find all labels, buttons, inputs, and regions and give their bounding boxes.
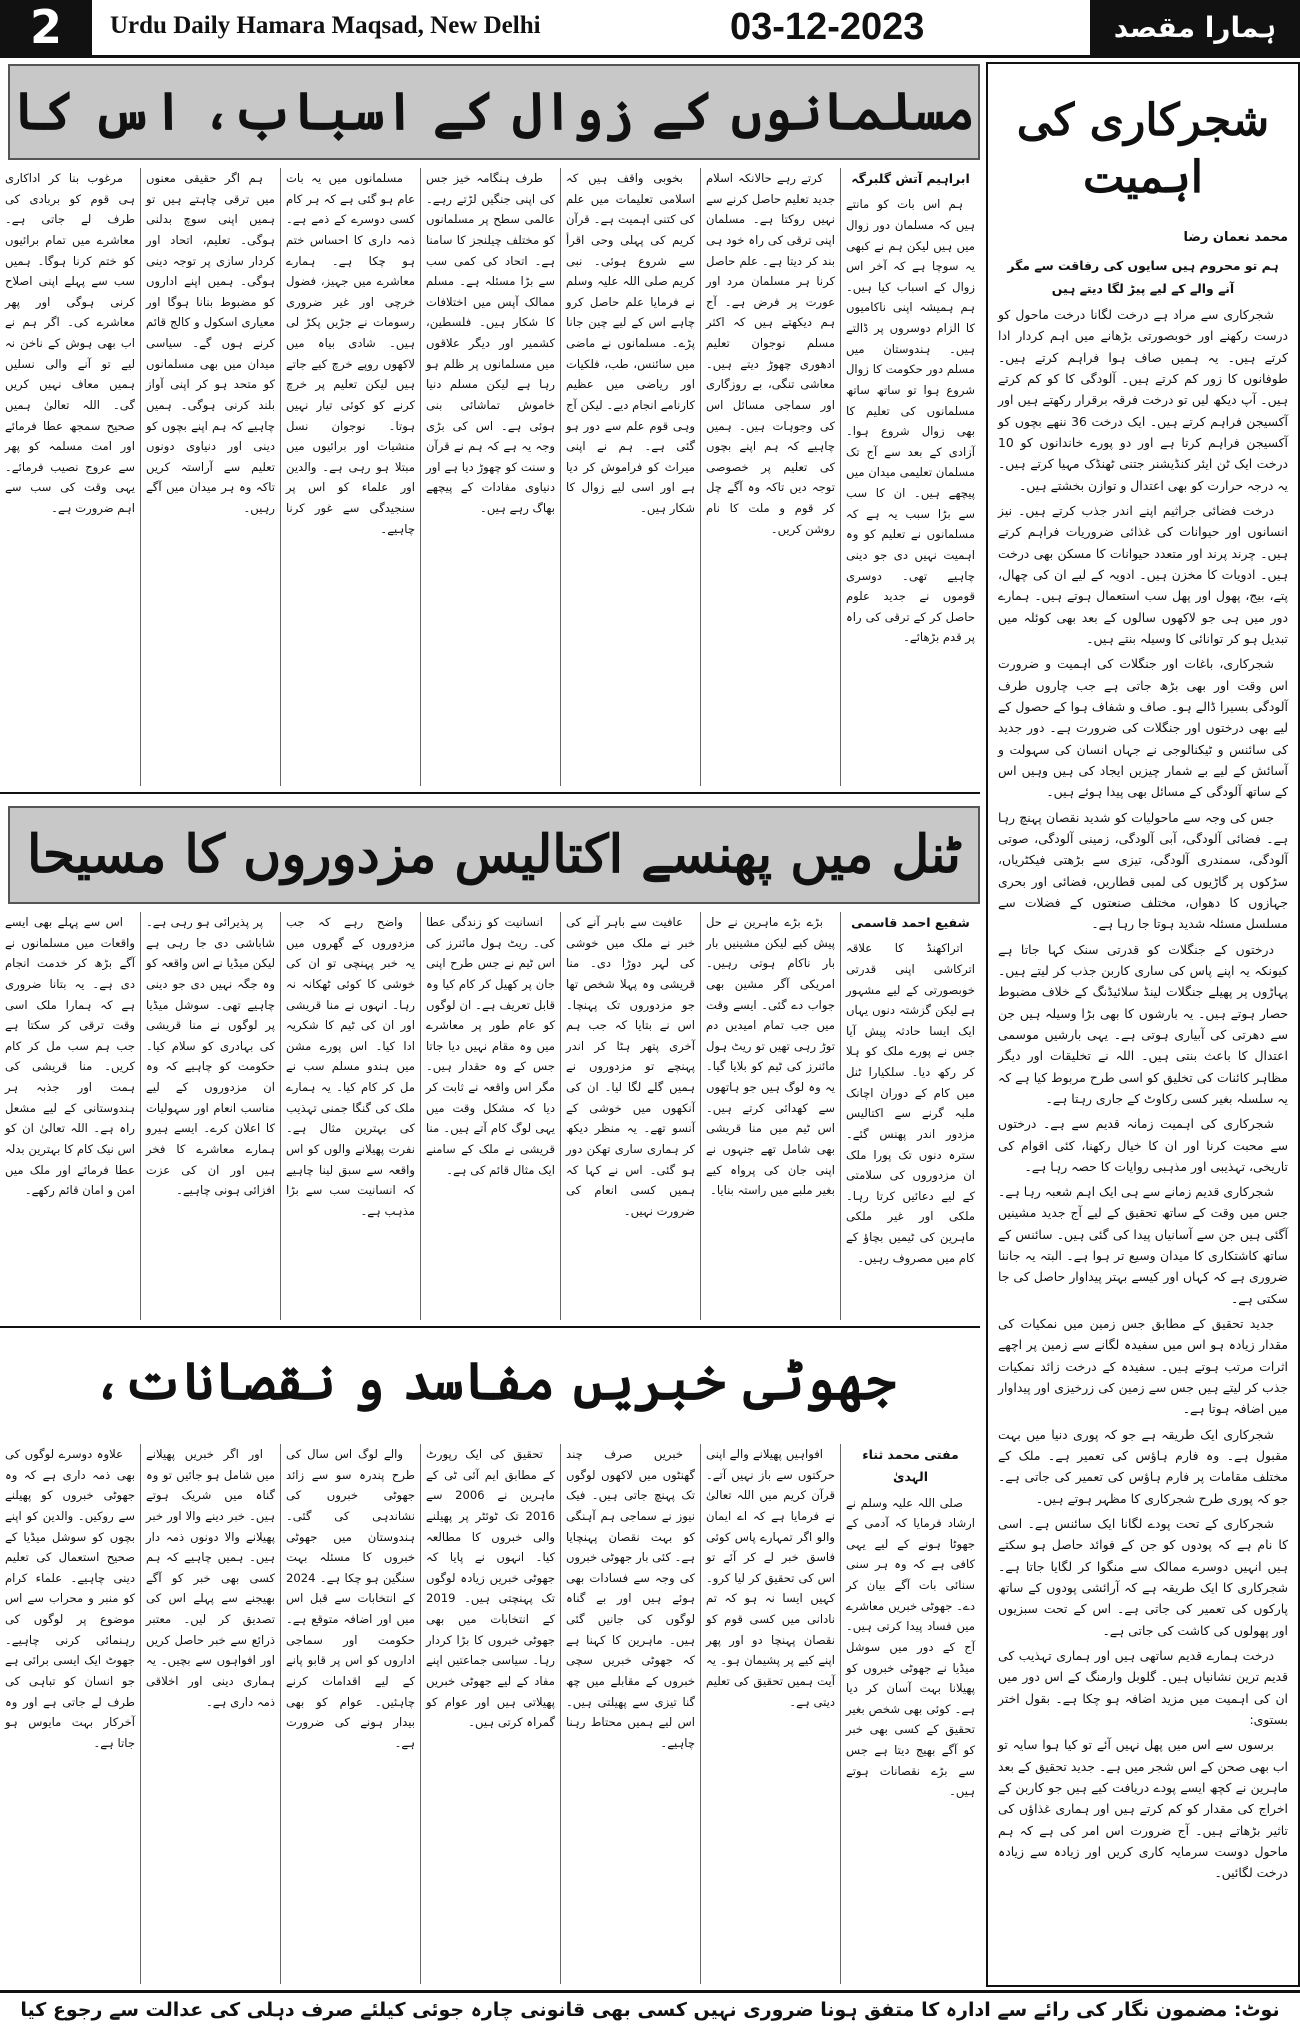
paragraph: شجرکاری قدیم زمانے سے ہی ایک اہم شعبہ رہا ہے۔ جس میں وقت کے ساتھ تحقیق کے لیے آج جدید مشینیں آگئی ہیں جن سے آسانیاں پیدا کی گئی ہیں۔ سائنس کے ساتھ کاشتکاری کا میدان وسیع تر ہوا ہے۔ البتہ یہ جاننا ضروری ہے کہ کہاں اور کیسے بہتر پیداوار حاصل کی جا سکتی ہے۔ (998, 1184, 1288, 1306)
article-column (140, 168, 280, 786)
article-column (840, 912, 980, 1320)
paragraph: برسوں سے اس میں پھل نہیں آئے تو کیا ہوا سایہ تو اب بھی صحن کے اس شجر میں ہے۔ جدید تحقیق کے بعد ماہرین نے کچھ ایسے پودے دریافت کیے ہیں جو کاربن کے اخراج کی مقدار کو کم کرتے ہیں اور ہماری غذاؤں کی تاثیر بڑھاتے ہیں۔ آج ضرورت اس امر کی ہے کہ ہم ماحول دوست سرمایہ کاری کریں اور زیادہ سے زیادہ درخت لگائیں۔ (998, 1737, 1288, 1881)
article-column (700, 912, 840, 1320)
issue-date: 03-12-2023 (730, 6, 925, 48)
column-text: اتراکھنڈ کا علاقہ اترکاشی اپنی قدرتی خوبصورتی کے لیے مشہور ہے لیکن گزشتہ دنوں یہاں ایک ایسا حادثہ پیش آیا جس نے پورے ملک کو ہلا کر رکھ دیا۔ سلکیارا ٹنل میں کام کے دوران اچانک ملبہ گرنے سے اکتالیس مزدور اندر پھنس گئے۔ سترہ دنوں تک پورا ملک ان مزدوروں کی سلامتی کے لیے دعائیں کرتا رہا۔ ملکی اور غیر ملکی ماہرین کی ٹیمیں بچاؤ کے کام میں مصروف رہیں۔ (846, 941, 975, 1265)
article-column (0, 1444, 140, 1984)
article-1-columns (0, 168, 980, 786)
article-column (700, 1444, 840, 1984)
column-text: پر پذیرائی ہو رہی ہے۔ شاباشی دی جا رہی ہے لیکن میڈیا نے اس واقعہ کو وہ جگہ نہیں دی جو دینی چاہیے تھی۔ سوشل میڈیا پر لوگوں نے منا قریشی کی بہادری کو سلام کیا۔ حکومت کو چاہیے کہ وہ ان مزدوروں کے لیے مناسب انعام اور سہولیات کا اعلان کرے۔ ایسے ہیرو ہمارے معاشرے کا فخر ہیں اور ان کی عزت افزائی ہونی چاہیے۔ (146, 915, 275, 1198)
poem-line: ہم تو محروم ہیں سایوں کی رفاقت سے مگر (1007, 258, 1279, 274)
article-column (140, 912, 280, 1320)
article-column (280, 168, 420, 786)
article-2-headline: ٹنل میں پھنسے اکتالیس مزدوروں کا مسیحا (8, 806, 980, 904)
article-1-headline: مسلمانوں کے زوال کے اسباب، اس کا (8, 64, 980, 160)
column-text: اس سے پہلے بھی ایسے واقعات میں مسلمانوں نے آگے بڑھ کر خدمت انجام دی ہے۔ یہ بتانا ضروری ہے کہ ہمارا ملک اسی وقت ترقی کر سکتا ہے جب ہم سب مل کر کام کریں۔ منا قریشی کی ہمت اور جذبہ ہر ہندوستانی کے لیے مشعل راہ ہے۔ اللہ تعالیٰ ان کو اس نیک کام کا بہترین بدلہ عطا فرمائے اور ملک میں امن و امان قائم رکھے۔ (5, 915, 135, 1198)
column-text: خبریں صرف چند گھنٹوں میں لاکھوں لوگوں تک پہنچ جاتی ہیں۔ فیک نیوز نے سماجی ہم آہنگی کو بہت نقصان پہنچایا ہے۔ کئی بار جھوٹی خبروں کی وجہ سے فسادات بھی ہوئے ہیں اور بے گناہ لوگوں کی جانیں گئی ہیں۔ ماہرین کا کہنا ہے کہ جھوٹی خبریں سچی خبروں کے مقابلے میں چھ گنا تیزی سے پھیلتی ہیں۔ اس لیے ہمیں محتاط رہنا چاہیے۔ (566, 1447, 695, 1750)
paragraph: درخت ہمارے قدیم ساتھی ہیں اور ہماری تہذیب کی قدیم ترین نشانیاں ہیں۔ گلوبل وارمنگ کے اس دور میں ان کی اہمیت میں مزید اضافہ ہو چکا ہے۔ بقول اختر بستوی: (998, 1648, 1288, 1728)
article-column (420, 1444, 560, 1984)
logo-text: ہمارا مقصد (1113, 11, 1277, 44)
sidebar-poem (988, 251, 1298, 304)
footer-disclaimer: نوٹ: مضمون نگار کی رائے سے ادارہ کا متفق ہونا ضروری نہیں کسی بھی قانونی چارہ جوئی کیلئے صرف دہلی کی عدالت سے رجوع کیا (0, 1990, 1300, 2027)
column-text: طرف ہنگامہ خیز جس کی اپنی جنگیں لڑتے رہے۔ عالمی سطح پر مسلمانوں کو مختلف چیلنجز کا سامنا ہے۔ اتحاد کی کمی سب سے بڑا مسئلہ ہے۔ مسلم ممالک آپس میں اختلافات کا شکار ہیں۔ فلسطین، کشمیر اور دیگر علاقوں میں مسلمانوں پر ظلم ہو رہا ہے لیکن مسلم دنیا خاموش تماشائی بنی ہوئی ہے۔ اس کی بڑی وجہ یہ ہے کہ ہم نے قرآن و سنت کو چھوڑ دیا ہے اور دنیاوی مفادات کے پیچھے بھاگ رہے ہیں۔ (426, 171, 555, 515)
article-column (560, 1444, 700, 1984)
article-column (140, 1444, 280, 1984)
column-text: علاوہ دوسرے لوگوں کی بھی ذمہ داری ہے کہ وہ جھوٹی خبروں کو پھیلنے سے روکیں۔ والدین کو اپنے بچوں کو سوشل میڈیا کے صحیح استعمال کی تعلیم دینی چاہیے۔ علماء کرام کو منبر و محراب سے اس موضوع پر لوگوں کی رہنمائی کرنی چاہیے۔ جھوٹ ایک ایسی برائی ہے جو انسان کو تباہی کی طرف لے جاتی ہے اور وہ آخرکار بہت مایوس ہو جاتا ہے۔ (5, 1447, 135, 1750)
paragraph: شجرکاری سے مراد ہے درخت لگانا درخت ماحول کو درست رکھنے اور خوبصورتی بڑھانے میں اہم کردار ادا کرتے ہیں۔ یہ ہمیں صاف ہوا فراہم کرتے ہیں۔ طوفانوں کا زور کم کرتے ہیں۔ آلودگی کا کو کم کرتے ہیں۔ آپ دیکھ لیں تو درخت فرقہ برقرار رکھتے ہیں اور آکسیجن فراہم کرتے ہیں۔ ایک درخت 36 ننھے بچوں کو آکسیجن فراہم کرتا ہے اور دو پورے خاندانوں کو 10 درخت ایک ٹن ایئر کنڈیشنر جتنی ٹھنڈک مہیا کرتے ہیں۔ یہ درجہ حرارت کو بھی اعتدال و توازن بخشتے ہیں۔ (998, 307, 1288, 493)
paragraph: شجرکاری، باغات اور جنگلات کی اہمیت و ضرورت اس وقت اور بھی بڑھ جاتی ہے جب چاروں طرف آلودگی بسیرا ڈالے ہو۔ صاف و شفاف ہوا کے حصول کے لیے بھی درختوں اور جنگلات کی ضرورت ہے۔ دور جدید کی سائنس و ٹیکنالوجی نے جہاں انسان کی سہولت و آسائش کے لیے بے شمار چیزیں ایجاد کی ہیں وہیں اس کے ساتھ آلودگی کے مسائل بھی پیدا ہوئے ہیں۔ (998, 656, 1288, 800)
column-text: بخوبی واقف ہیں کہ اسلامی تعلیمات میں علم کی کتنی اہمیت ہے۔ قرآن کریم کی پہلی وحی اقرأ سے شروع ہوئی۔ نبی کریم صلی اللہ علیہ وسلم نے فرمایا علم حاصل کرو چاہے اس کے لیے چین جانا پڑے۔ مسلمانوں نے ماضی میں سائنس، طب، فلکیات اور ریاضی میں عظیم کارنامے انجام دیے۔ لیکن آج وہی قوم علم سے دور ہو گئی ہے۔ ہم نے اپنی میراث کو فراموش کر دیا ہے اور اسی لیے زوال کا شکار ہیں۔ (566, 171, 695, 515)
column-text: مسلمانوں میں یہ بات عام ہو گئی ہے کہ ہر کام کسی دوسرے کے ذمے ہے۔ ذمہ داری کا احساس ختم ہو چکا ہے۔ ہمارے معاشرے میں جہیز، فضول خرچی اور غیر ضروری رسومات نے جڑیں پکڑ لی ہیں۔ شادی بیاہ میں لاکھوں روپے خرچ کیے جاتے ہیں لیکن تعلیم پر خرچ کرنے کو کوئی تیار نہیں ہوتا۔ نوجوان نسل منشیات اور برائیوں میں مبتلا ہو رہی ہے۔ والدین اور علماء کو اس پر سنجیدگی سے غور کرنا چاہیے۔ (286, 171, 415, 536)
paragraph: شجرکاری کے تحت پودے لگانا ایک سائنس ہے۔ اسی کا نام ہے کہ پودوں کو جن کے فوائد حاصل ہو سکتے ہیں انہیں دوسرے ممالک سے منگوا کر لگایا جاتا ہے۔ شجرکاری کا ایک طریقہ ہے کہ آرائشی پودوں کے ساتھ پارکوں کی تعمیر کی جاتی ہے۔ اس کے تحت سبزیوں اور پھولوں کی کاشت کی جاتی ہے۔ (998, 1516, 1288, 1638)
article-column (560, 168, 700, 786)
article-column (420, 168, 560, 786)
sidebar-body (988, 304, 1298, 1884)
column-text: اور اگر خبریں پھیلانے میں شامل ہو جائیں تو وہ گناہ میں شریک ہوتے ہیں۔ خبر دینے والا اور خبر پھیلانے والا دونوں ذمہ دار ہیں۔ ہمیں چاہیے کہ ہم کسی بھی خبر کو آگے بھیجنے سے پہلے اس کی تصدیق کر لیں۔ معتبر ذرائع سے خبر حاصل کریں اور افواہوں سے بچیں۔ یہ ہماری دینی اور اخلاقی ذمہ داری ہے۔ (146, 1447, 275, 1709)
column-text: بڑے بڑے ماہرین نے حل پیش کیے لیکن مشینیں بار بار ناکام ہوتی رہیں۔ امریکی آگر مشین بھی جواب دے گئی۔ ایسے وقت میں جب تمام امیدیں دم توڑ رہی تھیں تو ریٹ ہول مائنرز کی ٹیم کو بلایا گیا۔ یہ وہ لوگ ہیں جو ہاتھوں سے کھدائی کرتے ہیں۔ اس ٹیم میں منا قریشی بھی شامل تھے جنہوں نے اپنی جان کی پرواہ کیے بغیر ملبے میں راستہ بنایا۔ (706, 915, 835, 1198)
article-2-byline: شفیع احمد قاسمی (851, 915, 970, 930)
article-3-byline: مفتی محمد ثناء الہدیٰ (862, 1447, 959, 1485)
article-3-columns (0, 1444, 980, 1984)
section-divider (0, 792, 980, 794)
paragraph: جس کی وجہ سے ماحولیات کو شدید نقصان پہنچ رہا ہے۔ فضائی آلودگی، آبی آلودگی، زمینی آلودگی، صوتی آلودگی، سمندری آلودگی، تیزی سے بڑھتی فیکٹریاں، سڑکوں پر گاڑیوں کی لمبی قطاریں، فضائی اور بحری جہازوں کا دھواں، مختلف صنعتوں کے فضلات سے مسلسل مسئلہ شدید ہوتا جا رہا ہے۔ (998, 809, 1288, 932)
section-divider (0, 1326, 980, 1328)
paragraph: جدید تحقیق کے مطابق جس زمین میں نمکیات کی مقدار زیادہ ہو اس میں سفیدہ لگانے سے زمین پر اچھے اثرات مرتب ہوتے ہیں۔ سفیدہ کے درخت زائد نمکیات جذب کر لیتے ہیں جس سے زمین کی زرخیزی اور پیداوار میں اضافہ ہوتا ہے۔ (998, 1316, 1288, 1417)
article-column (560, 912, 700, 1320)
column-text: صلی اللہ علیہ وسلم نے ارشاد فرمایا کہ آدمی کے جھوٹا ہونے کے لیے یہی کافی ہے کہ وہ ہر سنی سنائی بات آگے بیان کر دے۔ جھوٹی خبریں معاشرے میں فساد پیدا کرتی ہیں۔ آج کے دور میں سوشل میڈیا نے جھوٹی خبروں کو پھیلانا بہت آسان کر دیا ہے۔ کوئی بھی شخص بغیر تحقیق کے کسی بھی خبر کو آگے بھیج دیتا ہے جس سے بڑے نقصانات ہوتے ہیں۔ (846, 1495, 975, 1799)
paragraph: شجرکاری کی اہمیت زمانہ قدیم سے ہے۔ درختوں سے محبت کرنا اور ان کا خیال رکھنا، کئی اقوام کی تاریخی، تہذیبی اور مذہبی روایات کا حصہ رہا ہے۔ (998, 1116, 1288, 1174)
column-text: افواہیں پھیلانے والے اپنی حرکتوں سے باز نہیں آتے۔ قرآن کریم میں اللہ تعالیٰ نے فرمایا ہے کہ اے ایمان والو اگر تمہارے پاس کوئی فاسق خبر لے کر آئے تو اس کی تحقیق کر لیا کرو۔ کہیں ایسا نہ ہو کہ تم نادانی میں کسی قوم کو نقصان پہنچا دو اور پھر اپنے کیے پر پشیمان ہو۔ یہ آیت ہمیں تحقیق کی تعلیم دیتی ہے۔ (706, 1447, 835, 1709)
column-text: ہم اس بات کو مانتے ہیں کہ مسلمان دور زوال میں ہیں لیکن ہم نے کبھی یہ سوچا ہے کہ آخر اس زوال کے اسباب کیا ہیں۔ ہم ہمیشہ اپنی ناکامیوں کا الزام دوسروں پر ڈالتے ہیں۔ ہندوستان میں مسلم دور حکومت کا زوال شروع ہوا تو ساتھ ساتھ مسلمانوں کی تعلیم کا بھی زوال شروع ہوا۔ آزادی کے بعد سے آج تک مسلمان تعلیمی میدان میں پیچھے ہیں۔ ان کا سب سے بڑا سبب یہ ہے کہ مسلمانوں نے تعلیم کو وہ اہمیت نہیں دی جو دینی چاہیے تھی۔ دوسری قوموں نے جدید علوم حاصل کر کے ترقی کی راہ پر قدم بڑھائے۔ (846, 197, 975, 645)
column-text: مرغوب بنا کر اداکاری ہی قوم کو بربادی کی طرف لے جاتی ہے۔ معاشرے میں تمام برائیوں کو ختم کرنا ہوگا۔ ہمیں سب سے پہلے اپنی اصلاح کرنی ہوگی اور پھر معاشرے کی۔ اگر ہم نے اب بھی ہوش کے ناخن نہ لیے تو آنے والی نسلیں ہمیں معاف نہیں کریں گی۔ اللہ تعالیٰ ہمیں صحیح سمجھ عطا فرمائے اور امت مسلمہ کو پھر سے عروج نصیب فرمائے۔ یہی وقت کی سب سے اہم ضرورت ہے۔ (5, 171, 135, 515)
paragraph: درختوں کے جنگلات کو قدرتی سنک کہا جاتا ہے کیونکہ یہ اپنے پاس کی ساری کاربن جذب کر لیتے ہیں۔ پہاڑوں پر پھیلے جنگلات لینڈ سلائیڈنگ کے خلاف مضبوط حصار ہوتے ہیں۔ یہ بارشوں کا بھی بڑا وسیلہ ہیں جن سے دھرتی کی آبیاری ہوتی ہے۔ یہی بارشیں موسمی اعتدال کا باعث بنتی ہیں۔ اللہ نے تخلیقات اور دیگر مظاہر کائنات کی تخلیق کو اسی طرح مربوط کیا ہے کہ یہ سلسلہ بغیر کسی رکاوٹ کے جاری رہتا ہے۔ (998, 941, 1288, 1106)
column-text: انسانیت کو زندگی عطا کی۔ ریٹ ہول مائنرز کی اس ٹیم نے جس طرح اپنی جان پر کھیل کر کام کیا وہ قابل تعریف ہے۔ ان لوگوں کو عام طور پر معاشرے میں وہ مقام نہیں دیا جاتا جس کے وہ حقدار ہیں۔ مگر اس واقعہ نے ثابت کر دیا کہ مشکل وقت میں یہی لوگ کام آتے ہیں۔ منا قریشی نے ملک کے سامنے ایک مثال قائم کی ہے۔ (426, 915, 555, 1177)
column-text: کرتے رہے حالانکہ اسلام جدید تعلیم حاصل کرنے سے نہیں روکتا ہے۔ مسلمان اپنی ترقی کی راہ خود ہی بند کر دیتا ہے۔ علم حاصل کرنا ہر مسلمان مرد اور عورت پر فرض ہے۔ آج ہم دیکھتے ہیں کہ اکثر مسلم نوجوان تعلیم ادھوری چھوڑ دیتے ہیں۔ معاشی تنگی، بے روزگاری اور سماجی مسائل اس کی وجوہات ہیں۔ ہمیں چاہیے کہ ہم اپنے بچوں کی تعلیم پر خصوصی توجہ دیں تاکہ وہ آگے چل کر قوم و ملت کا نام روشن کریں۔ (706, 171, 835, 536)
paragraph: شجرکاری ایک طریقہ ہے جو کہ پوری دنیا میں بہت مقبول ہے۔ وہ فارم ہاؤس کی تعمیر ہے۔ ملک کے مختلف مقامات پر فارم ہاؤس کی تعمیر کی جاتی ہے۔ جو کہ پوری طرح شجرکاری کا مظہر ہوتے ہیں۔ (998, 1426, 1288, 1506)
article-1-byline: ابراہیم آتش گلبرگہ (851, 171, 970, 186)
sidebar-title: شجرکاری کی اہمیت (1016, 95, 1270, 204)
sidebar-article (986, 62, 1300, 1987)
newspaper-logo (1090, 0, 1300, 55)
article-column (420, 912, 560, 1320)
article-2-columns (0, 912, 980, 1320)
article-column (700, 168, 840, 786)
paragraph: درخت فضائی جراثیم اپنے اندر جذب کرتے ہیں۔ نیز انسانوں اور حیوانات کی غذائی ضروریات فراہم کرتے ہیں۔ چرند پرند اور متعدد حیوانات کا مسکن بھی درخت ہیں۔ ادویات کا مخزن ہیں۔ ادویہ کے لیے ان کی چھال، پتے، بیج، پھول اور پھل سب استعمال ہوتے ہیں۔ ہمارے دور میں ہی جو لاکھوں سالوں کے بعد بھی کوئلہ میں تبدیل ہو کر توانائی کا وسیلہ بنتے ہیں۔ (998, 502, 1288, 646)
column-text: عافیت سے باہر آنے کی خبر نے ملک میں خوشی کی لہر دوڑا دی۔ منا قریشی وہ پہلا شخص تھا جو مزدوروں تک پہنچا۔ اس نے بتایا کہ جب ہم آخری پتھر ہٹا کر اندر پہنچے تو مزدوروں نے ہمیں گلے لگا لیا۔ ان کی آنکھوں میں خوشی کے آنسو تھے۔ یہ منظر دیکھ کر ہماری ساری تھکن دور ہو گئی۔ اس نے کہا کہ ہمیں کسی انعام کی ضرورت نہیں۔ (566, 915, 695, 1218)
article-column (840, 168, 980, 786)
paper-name: Urdu Daily Hamara Maqsad, New Delhi (110, 12, 541, 39)
column-text: تحقیق کی ایک رپورٹ کے مطابق ایم آئی ٹی کے ماہرین نے 2006 سے 2016 تک ٹوئٹر پر پھیلنے والی خبروں کا مطالعہ کیا۔ انہوں نے پایا کہ جھوٹی خبریں زیادہ لوگوں تک پہنچتی ہیں۔ 2019 کے انتخابات میں بھی جھوٹی خبروں کا بڑا کردار رہا۔ سیاسی جماعتیں اپنے مفاد کے لیے جھوٹی خبریں پھیلاتی ہیں اور عوام کو گمراہ کرتی ہیں۔ (426, 1447, 555, 1730)
poem-line: آنے والے کے لیے پیڑ لگا دیتے ہیں (1051, 280, 1235, 296)
column-text: واضح رہے کہ جب مزدوروں کے گھروں میں یہ خبر پہنچی تو ان کی خوشی کا کوئی ٹھکانہ نہ رہا۔ انہوں نے منا قریشی اور ان کی ٹیم کا شکریہ ادا کیا۔ اس پورے مشن میں ہندو مسلم سب نے مل کر کام کیا۔ یہ ہمارے ملک کی گنگا جمنی تہذیب کی بہترین مثال ہے۔ نفرت پھیلانے والوں کو اس واقعہ سے سبق لینا چاہیے کہ انسانیت سب سے بڑا مذہب ہے۔ (286, 915, 415, 1218)
article-column (280, 912, 420, 1320)
article-column (280, 1444, 420, 1984)
masthead (0, 0, 1300, 58)
column-text: والے لوگ اس سال کی طرح پندرہ سو سے زائد جھوٹی خبروں کی نشاندہی کی گئی۔ ہندوستان میں جھوٹی خبروں کا مسئلہ بہت سنگین ہو چکا ہے۔ 2024 کے انتخابات سے قبل اس میں اور اضافہ متوقع ہے۔ حکومت اور سماجی اداروں کو اس پر قابو پانے کے لیے اقدامات کرنے چاہئیں۔ عوام کو بھی بیدار ہونے کی ضرورت ہے۔ (286, 1447, 415, 1750)
sidebar-author: محمد نعمان رضا (1183, 230, 1288, 246)
page-number: 2 (0, 0, 92, 55)
column-text: ہم اگر حقیقی معنوں میں ترقی چاہتے ہیں تو ہمیں اپنی سوچ بدلنی ہوگی۔ تعلیم، اتحاد اور کردار سازی پر توجہ دینی ہوگی۔ ہمیں اپنے اداروں کو مضبوط بنانا ہوگا اور معیاری اسکول و کالج قائم کرنے ہوں گے۔ سیاسی میدان میں بھی مسلمانوں کو متحد ہو کر اپنی آواز بلند کرنی ہوگی۔ ہمیں چاہیے کہ ہم اپنے بچوں کو دینی اور دنیاوی دونوں تعلیم سے آراستہ کریں تاکہ وہ ہر میدان میں آگے رہیں۔ (146, 171, 275, 515)
article-3-headline: جھوٹی خبریں مفاسد و نقصانات، (8, 1334, 980, 1434)
article-column (0, 168, 140, 786)
article-column (0, 912, 140, 1320)
article-column (840, 1444, 980, 1984)
